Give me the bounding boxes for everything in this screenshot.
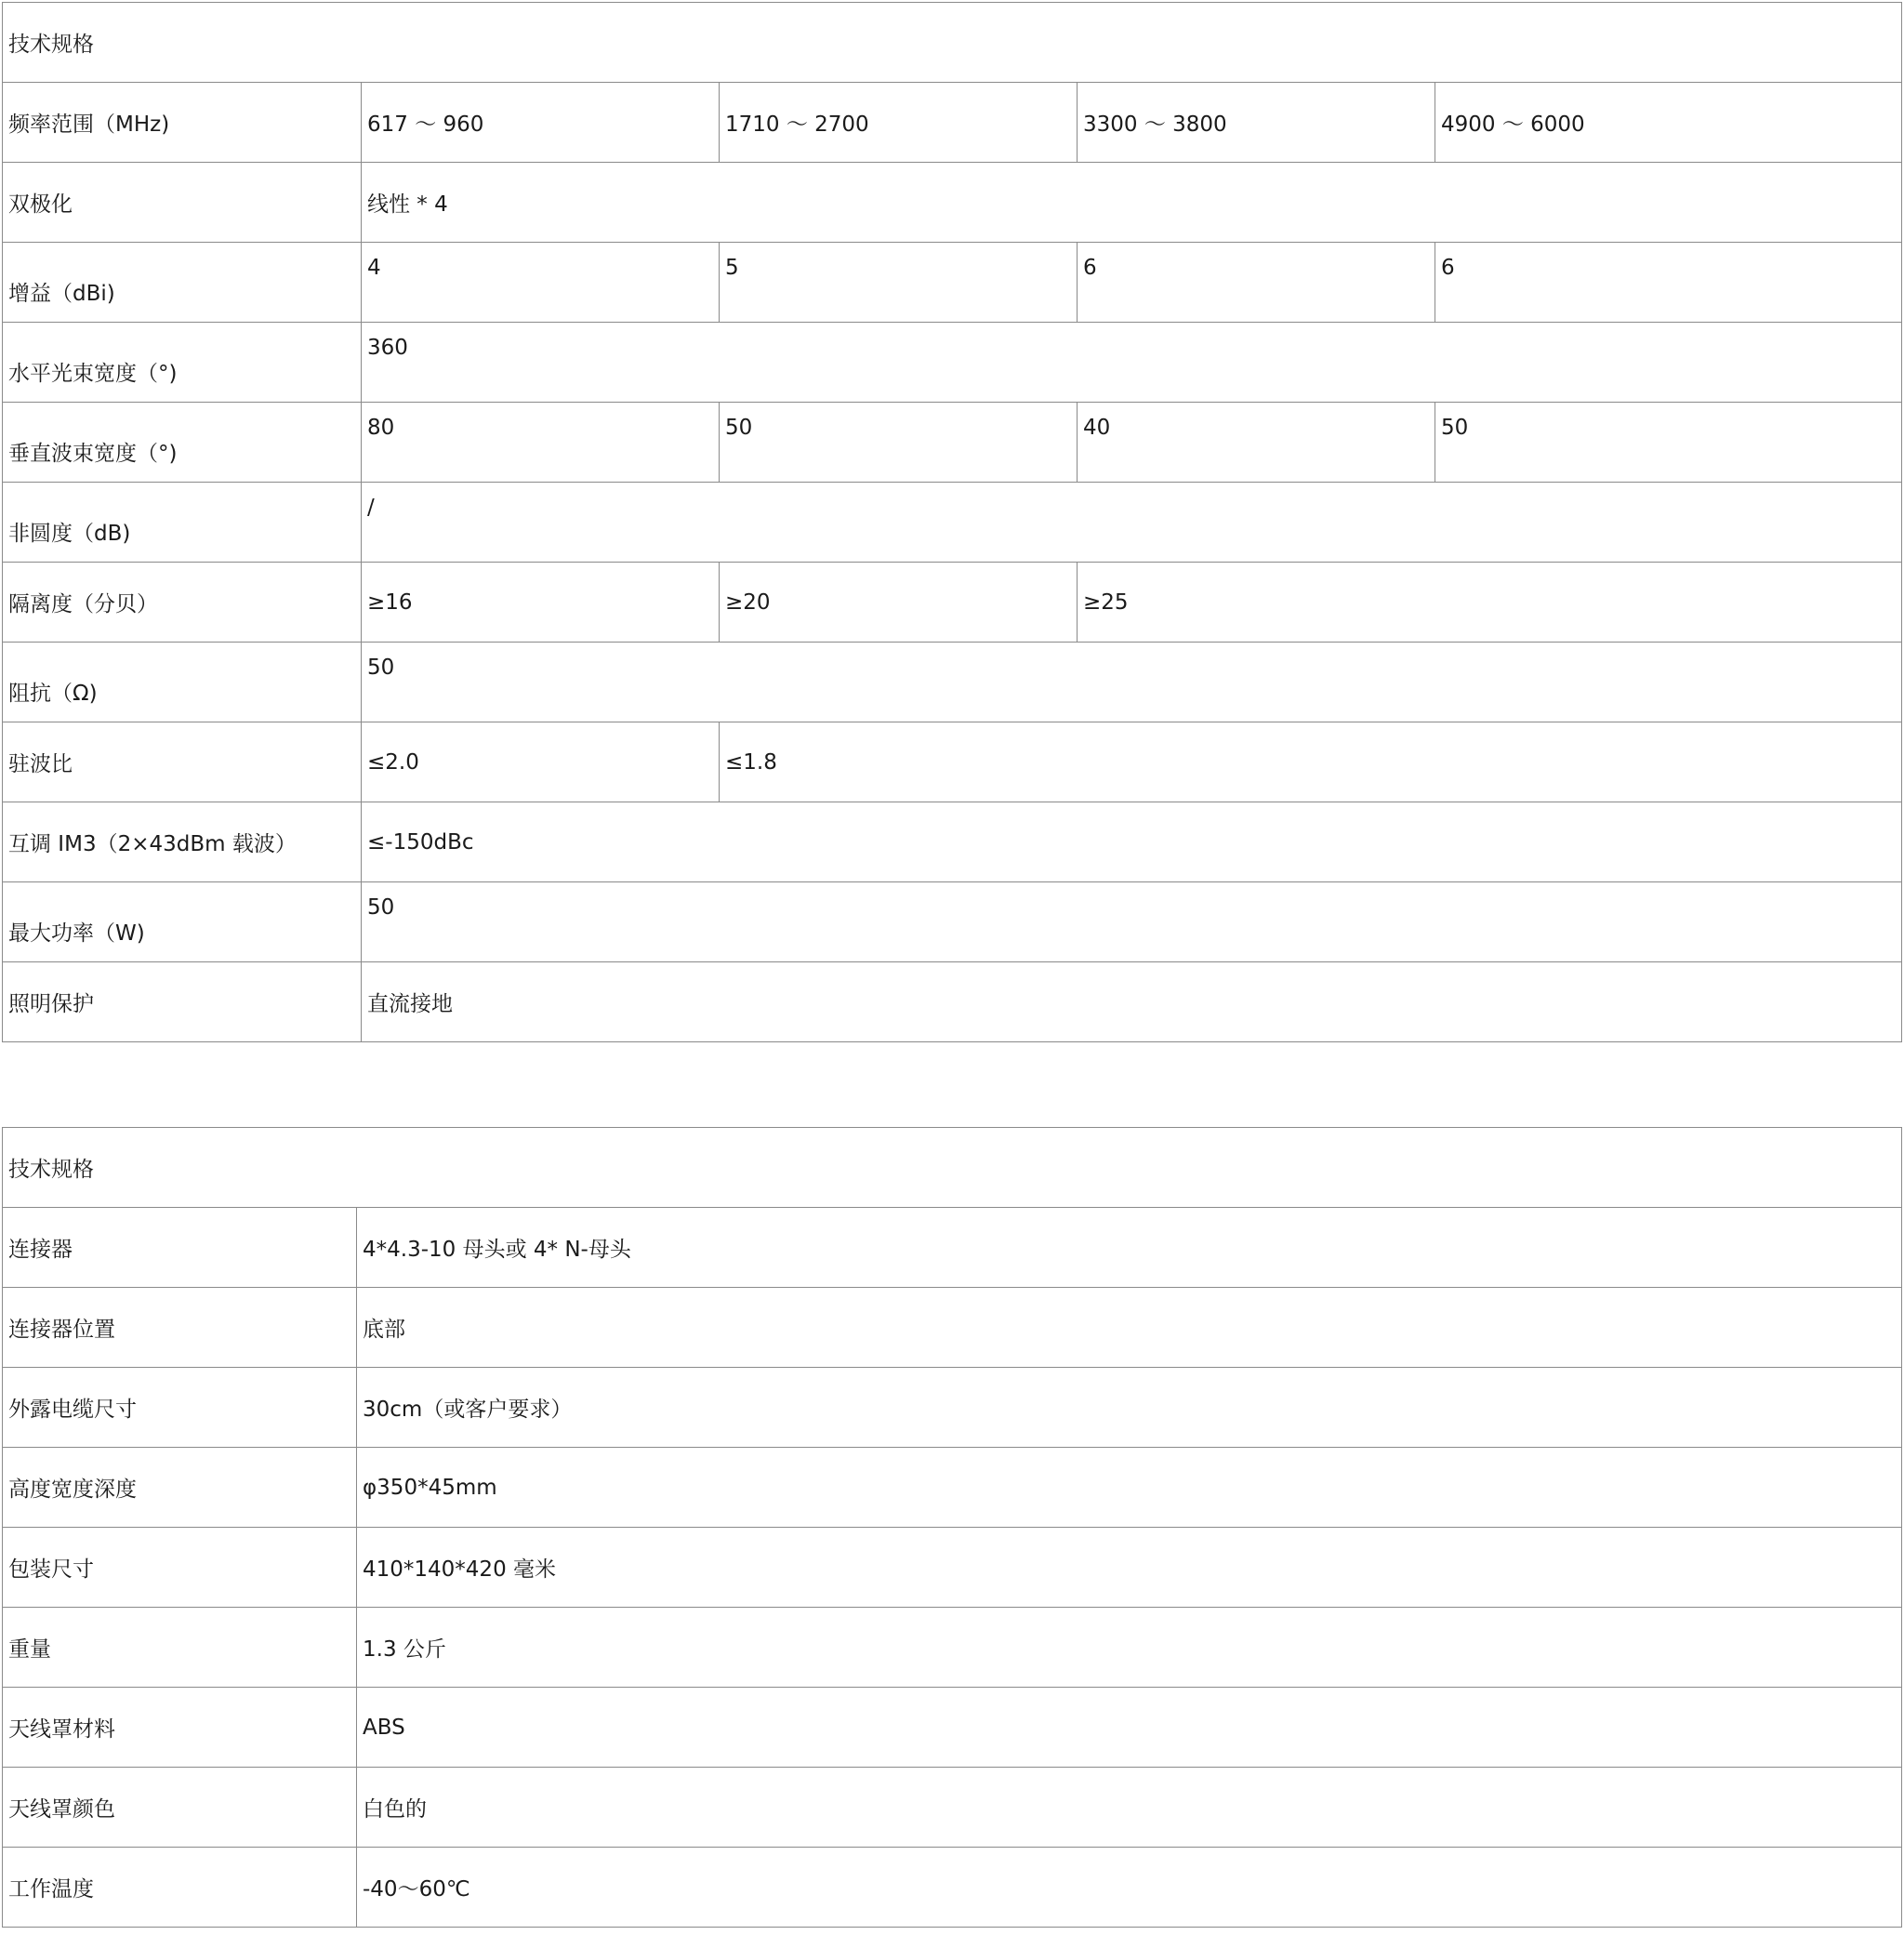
cell-value: ≥25	[1078, 563, 1902, 643]
table-row	[3, 1368, 1902, 1448]
cell-value: 50	[362, 643, 1902, 722]
table-row	[3, 483, 1902, 563]
table-row	[3, 882, 1902, 962]
cell-value: 底部	[357, 1288, 1902, 1368]
cell-value: /	[362, 483, 1902, 563]
cell-value: 80	[362, 403, 720, 483]
row-label: 驻波比	[3, 722, 362, 802]
row-label: 垂直波束宽度（°)	[3, 403, 362, 483]
cell-value: 5	[720, 243, 1078, 323]
table-title: 技术规格	[3, 3, 1902, 83]
table-row	[3, 563, 1902, 643]
spec-table-electrical	[2, 2, 1902, 1042]
table-row	[3, 323, 1902, 403]
row-label: 频率范围（MHz)	[3, 83, 362, 163]
row-label: 非圆度（dB)	[3, 483, 362, 563]
row-label: 双极化	[3, 163, 362, 243]
table-row	[3, 802, 1902, 882]
row-label: 互调 IM3（2×43dBm 载波）	[3, 802, 362, 882]
table-row	[3, 403, 1902, 483]
row-label: 最大功率（W)	[3, 882, 362, 962]
table-row	[3, 962, 1902, 1042]
cell-value: ≥20	[720, 563, 1078, 643]
cell-value: ≥16	[362, 563, 720, 643]
table-row	[3, 1688, 1902, 1768]
table-row	[3, 643, 1902, 722]
cell-value: 50	[720, 403, 1078, 483]
cell-value: 4	[362, 243, 720, 323]
table-row	[3, 1448, 1902, 1528]
row-label: 连接器	[3, 1208, 357, 1288]
cell-value: 30cm（或客户要求）	[357, 1368, 1902, 1448]
cell-value: 50	[362, 882, 1902, 962]
table-row	[3, 1768, 1902, 1848]
row-label: 重量	[3, 1608, 357, 1688]
table-row	[3, 83, 1902, 163]
cell-value: 410*140*420 毫米	[357, 1528, 1902, 1608]
cell-value: 4*4.3-10 母头或 4* N-母头	[357, 1208, 1902, 1288]
cell-value: 直流接地	[362, 962, 1902, 1042]
table-row	[3, 1288, 1902, 1368]
cell-value: 40	[1078, 403, 1435, 483]
table-row	[3, 243, 1902, 323]
row-label: 外露电缆尺寸	[3, 1368, 357, 1448]
table-row	[3, 1208, 1902, 1288]
row-label: 工作温度	[3, 1848, 357, 1928]
row-label: 高度宽度深度	[3, 1448, 357, 1528]
cell-value: 线性 * 4	[362, 163, 1902, 243]
row-label: 隔离度（分贝）	[3, 563, 362, 643]
spec-table-mechanical	[2, 1127, 1902, 1928]
cell-value: 1.3 公斤	[357, 1608, 1902, 1688]
cell-value: 6	[1435, 243, 1902, 323]
table-header-row	[3, 3, 1902, 83]
cell-value: 6	[1078, 243, 1435, 323]
cell-value: 4900 ～ 6000	[1435, 83, 1902, 163]
row-label: 连接器位置	[3, 1288, 357, 1368]
table-row	[3, 1528, 1902, 1608]
cell-value: 3300 ～ 3800	[1078, 83, 1435, 163]
cell-value: 1710 ～ 2700	[720, 83, 1078, 163]
cell-value: ABS	[357, 1688, 1902, 1768]
row-label: 水平光束宽度（°)	[3, 323, 362, 403]
row-label: 照明保护	[3, 962, 362, 1042]
cell-value: ≤-150dBc	[362, 802, 1902, 882]
row-label: 天线罩颜色	[3, 1768, 357, 1848]
table-row	[3, 1848, 1902, 1928]
cell-value: φ350*45mm	[357, 1448, 1902, 1528]
cell-value: 白色的	[357, 1768, 1902, 1848]
table-row	[3, 1608, 1902, 1688]
table-row	[3, 163, 1902, 243]
cell-value: 617 ～ 960	[362, 83, 720, 163]
cell-value: 50	[1435, 403, 1902, 483]
row-label: 增益（dBi)	[3, 243, 362, 323]
cell-value: ≤1.8	[720, 722, 1902, 802]
table-header-row	[3, 1128, 1902, 1208]
table-title: 技术规格	[3, 1128, 1902, 1208]
cell-value: 360	[362, 323, 1902, 403]
cell-value: ≤2.0	[362, 722, 720, 802]
table-row	[3, 722, 1902, 802]
row-label: 包装尺寸	[3, 1528, 357, 1608]
row-label: 天线罩材料	[3, 1688, 357, 1768]
row-label: 阻抗（Ω)	[3, 643, 362, 722]
cell-value: -40～60℃	[357, 1848, 1902, 1928]
